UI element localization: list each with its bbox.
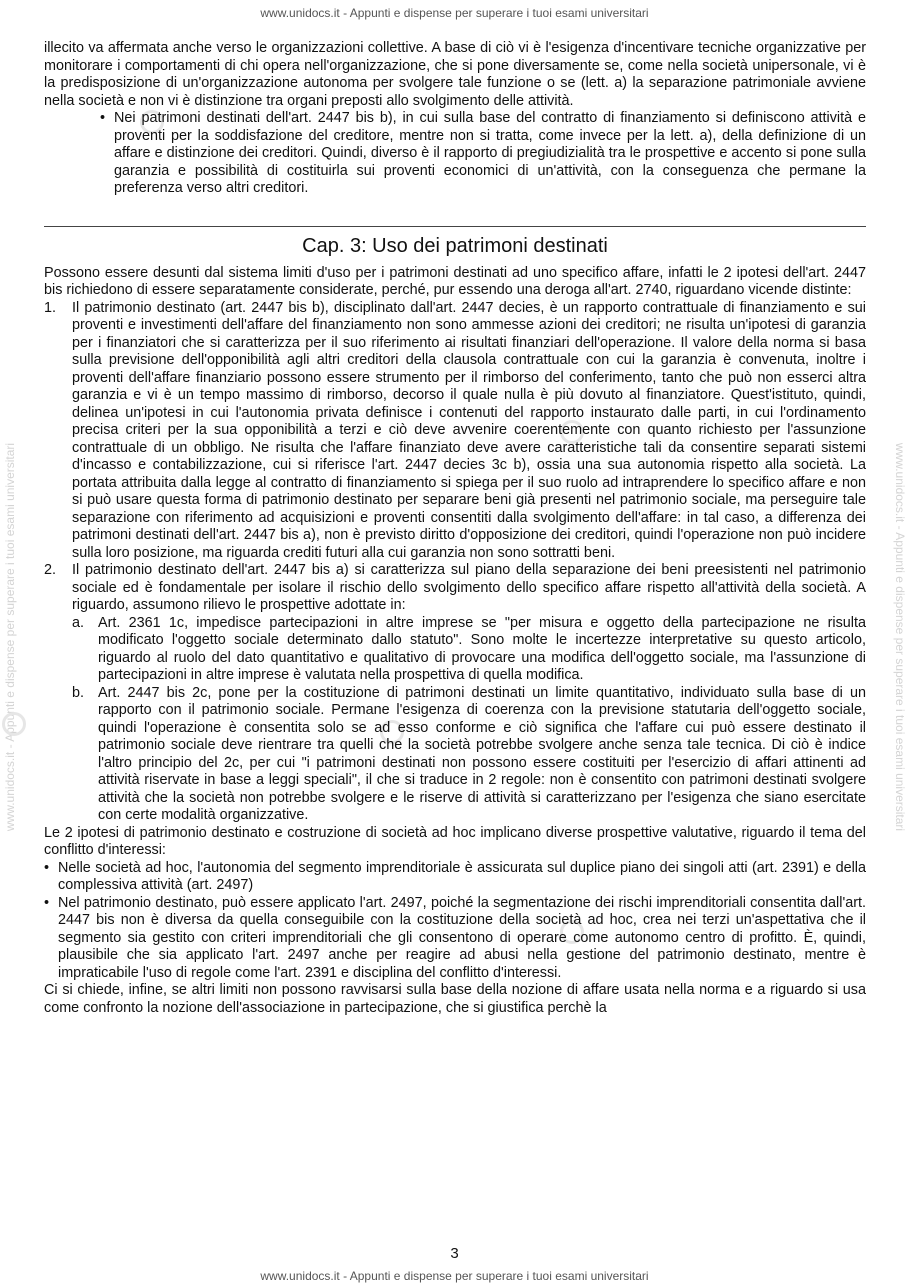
bullet-marker: • xyxy=(44,859,50,876)
bullet-item-ad-hoc xyxy=(44,860,866,895)
footer-banner: www.unidocs.it - Appunti e dispense per superare i tuoi esami universitari xyxy=(260,1269,649,1283)
item-2-text: Il patrimonio destinato dell'art. 2447 bis a) si caratterizza sul piano della separazione dei beni preesistenti nel patrimonio sociale ed è fondamentale per isolare il rischio dello svolgimento dello specifico affare rispetto all'attività della società. A riguardo, assumono rilievo le prospettive adottate in: xyxy=(72,562,866,613)
intro-bullet-text: Nei patrimoni destinati dell'art. 2447 bis b), in cui sulla base del contratto di finanziamento si definiscono attività e proventi per la soddisfazione del creditore, mentre non si tratta, come invece per la lett. a), della definizione di un affare e distinzione dei creditori. Quindi, diverso è il rapporto di pregiudizialità tra le prospettive e accento si pone sulla garanzia e possibilità di costituirla sui proventi economici di un'attività, con la conseguenza che permane la preferenza verso altri creditori. xyxy=(114,110,866,196)
section-divider xyxy=(44,226,866,227)
side-watermark-right: www.unidocs.it - Appunti e dispense per superare i tuoi esami universitari xyxy=(893,442,907,832)
item-2-marker: 2. xyxy=(44,562,57,578)
subitem-2a-text: Art. 2361 1c, impedisce partecipazioni in altre imprese se "per misura e oggetto della partecipazione ne risulta modificato l'oggetto sociale determinato dallo statuto". Sono molte le incertezze interpretative su questo articolo, riguardo al ruolo del dato quantitativo e qualitativo di provocare una modifica dell'oggetto sociale, ma l'assunzione di partecipazioni in altre imprese è valutata nella prospettiva di quella modifica. xyxy=(98,614,866,683)
chapter-intro: Possono essere desunti dal sistema limiti d'uso per i patrimoni destinati ad uno specifico affare, infatti le 2 ipotesi dell'art. 2447 bis richiedono di essere separatamente considerate, perché, pur essendo una deroga all'art. 2740, riguardano vicende distinte: xyxy=(44,264,866,298)
intro-bullet-item xyxy=(100,110,866,198)
page-content xyxy=(44,40,866,1017)
subitem-2b xyxy=(44,685,866,825)
side-watermark-left: www.unidocs.it - Appunti e dispense per superare i tuoi esami universitari xyxy=(3,442,17,832)
bullet-marker: • xyxy=(100,110,106,126)
numbered-item-2 xyxy=(44,562,866,615)
chapter-title: Cap. 3: Uso dei patrimoni destinati xyxy=(302,234,608,257)
bullet-ad-hoc-text: Nelle società ad hoc, l'autonomia del segmento imprenditoriale è assicurata sul duplice piano dei singoli atti (art. 2391) e della complessiva attività (art. 2497) xyxy=(58,859,866,893)
closing-paragraph: Ci si chiede, infine, se altri limiti non possono ravvisarsi sulla base della nozione di affare usata nella norma e a riguardo si usa come confronto la nozione dell'associazione in partecipazione, che si giustifica perchè la xyxy=(44,982,866,1016)
bullet-patrimonio-text: Nel patrimonio destinato, può essere applicato l'art. 2497, poiché la segmentazione dei rischi imprenditoriali consentita dall'art. 2447 bis non è diversa da quella conseguibile con la costituzione della società ad hoc, crea nei terzi un'aspettativa che il segmento sia gestito con criteri imprenditoriali che gli consentono di operare come autonomo centro di profitto. È, quindi, plausibile che sia applicato l'art. 2497 anche per reagire ad abusi nella gestione del patrimonio destinato, mentre è impraticabile l'uso di regole come l'art. 2391 e disciplina del conflitto d'interessi. xyxy=(58,894,866,981)
page-number: 3 xyxy=(450,1245,459,1262)
watermark-logo-icon xyxy=(2,712,26,736)
subitem-2b-marker: b. xyxy=(72,684,85,701)
bullet-marker: • xyxy=(44,894,50,911)
bullet-item-patrimonio xyxy=(44,895,866,983)
subitem-2a xyxy=(44,615,866,685)
numbered-item-1 xyxy=(44,300,866,563)
item-1-marker: 1. xyxy=(44,299,57,316)
subitem-2a-marker: a. xyxy=(72,614,85,631)
ad-hoc-paragraph: Le 2 ipotesi di patrimonio destinato e costruzione di società ad hoc implicano diverse prospettive valutative, riguardo il tema del conflitto d'interessi: xyxy=(44,824,866,858)
item-1-text: Il patrimonio destinato (art. 2447 bis b), disciplinato dall'art. 2447 decies, è un rapporto contrattuale di finanziamento e sui proventi e investimenti dell'affare del finanziamento non sono ammesse azioni dei creditori; ne risulta un'ipotesi di garanzia per i finanziatori che si caratterizza per il suo riferimento ai risultati finanziari dell'operazione. Il valore della norma si basa sulla previsione dell'opponibilità agli altri creditori della clausola contrattuale con cui la garanzia è convenuta, inoltre i proventi dell'affare finanziario possono essere strumento per il rimborso del conferimento, tanto che può non esserci altra garanzia e vi è un tempo massimo di rimborso, decorso il quale nulla è più dovuto al finanziatore. Quest'istituto, quindi, delinea un'ipotesi in cui l'autonomia privata definisce i contenuti del rapporto instaurato dalle parti, in cui l'ordinamento precisa criteri per la sua opponibilità a terzi e ciò deve avvenire coerentemente con quanto richiesto per l'assunzione contrattuale di un obbligo. Ne risulta che l'affare finanziato deve avere caratteristiche tali da consentire separati sistemi d'incasso e contabilizzazione, cui si riferisce l'art. 2447 decies 3c b), ossia una sua autonomia rispetto alla società. La portata attribuita dalla legge al contratto di finanziamento si spiega per il suo ruolo ad intraprendere lo specifico affare e non si può usare questa forma di patrimonio destinato per separare beni già presenti nel patrimonio sociale, ma perseguire tale separazione con riferimento ad acquisizioni e proventi consentiti dalla svolgimento dell'affare: in tal caso, a differenza dei patrimoni destinati dell'art. 2447 bis a), non è previsto diritto d'opposizione dei creditori, quindi l'operazione non può incidere sulla loro posizione, ma riguarda crediti futuri alla cui garanzia non sono sottratti beni. xyxy=(72,299,866,561)
subitem-2b-text: Art. 2447 bis 2c, pone per la costituzione di patrimoni destinati un limite quantitativo, individuato sulla base di un rapporto con il patrimonio sociale. Permane l'esigenza di coerenza con la previsione statutaria dell'oggetto sociale, quindi l'operazione è consentita solo se ad esso conforme e ciò significa che l'affare cui può essere destinato il patrimonio sociale deve rientrare tra quelli che la società potrebbe svolgere anche senza tale tecnica. Di ciò è indice l'altro principio del 2c, per cui "i patrimoni destinati non possono essere costituiti per l'esercizio di affari attinenti ad attività riservate in base a leggi speciali", il che si traduce in 2 regole: non è consentito con patrimoni destinati svolgere attività che la società non potrebbe svolgere e le riserve di attività si caratterizzano per l'esigenza che siano esercitate con certe modalità organizzative. xyxy=(98,684,866,823)
intro-paragraph: illecito va affermata anche verso le organizzazioni collettive. A base di ciò vi è l'esigenza d'incentivare tecniche organizzative per monitorare i comportamenti di chi opera nell'organizzazione, che si pone diversamente se, come nella società unipersonale, vi è la predisposizione di un'organizzazione autonoma per svolgere tale funzione o se (lett. a) la separazione patrimoniale avviene nella società e non vi è distinzione tra organi preposti allo svolgimento delle attività. xyxy=(44,40,866,109)
header-banner: www.unidocs.it - Appunti e dispense per superare i tuoi esami universitari xyxy=(260,6,649,20)
